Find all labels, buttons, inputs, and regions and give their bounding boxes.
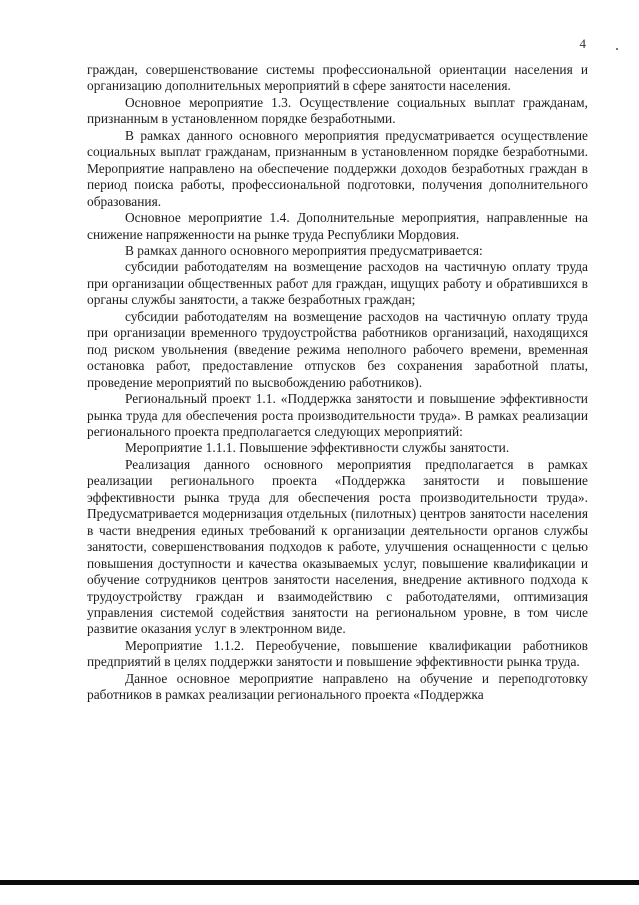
paragraph-measure-1-3-title: Основное мероприятие 1.3. Осуществление социальных выплат гражданам, признанным в установленном порядке безработными. xyxy=(87,94,588,127)
paragraph-measure-1-1-1-description: Реализация данного основного мероприятия предполагается в рамках реализации регионального проекта «Поддержка занятости и повышение эффективности рынка труда для обеспечения роста производительности труда». Предусматривается модернизация отдельных (пилотных) центров занятости населения в части внедрения единых требований к организации деятельности органов службы занятости, совершенствования подходов к работе, улучшения оснащенности с целью повышения доступности и качества оказываемых услуг, повышение квалификации и обучение сотрудников центров занятости населения, внедрение активного подхода к трудоустройству граждан и взаимодействию с работодателями, оптимизация управления системой содействия занятости на региональном уровне, в том числе развитие оказания услуг в электронном виде. xyxy=(87,456,588,637)
scan-speck xyxy=(616,48,618,50)
page-number: 4 xyxy=(579,36,586,51)
paragraph-measure-1-1-2-description: Данное основное мероприятие направлено на обучение и переподготовку работников в рамках реализации регионального проекта «Поддержка xyxy=(87,670,588,703)
document-body xyxy=(87,62,588,704)
paragraph-measure-1-1-2-title: Мероприятие 1.1.2. Переобучение, повышение квалификации работников предприятий в целях поддержки занятости и повышение эффективности рынка труда. xyxy=(87,637,588,670)
paragraph-continuation: граждан, совершенствование системы профессиональной ориентации населения и организацию дополнительных мероприятий в сфере занятости населения. xyxy=(87,62,588,94)
paragraph-measure-1-4-intro: В рамках данного основного мероприятия предусматривается: xyxy=(125,242,483,258)
paragraph-regional-project-1-1: Региональный проект 1.1. «Поддержка занятости и повышение эффективности рынка труда для обеспечения роста производительности труда». В рамках реализации регионального проекта предполагается следующих мероприятий: xyxy=(87,391,588,439)
paragraph-subsidy-temporary-employment: субсидии работодателям на возмещение расходов на частичную оплату труда при организации временного трудоустройства работников организаций, находящихся под риском увольнения (введение режима неполного рабочего времени, временная остановка работ, предоставление отпусков без сохранения заработной платы, проведение мероприятий по высвобождению работников). xyxy=(87,308,588,390)
paragraph-measure-1-4-title: Основное мероприятие 1.4. Дополнительные мероприятия, направленные на снижение напряженности на рынке труда Республики Мордовия. xyxy=(87,210,588,242)
paragraph-measure-1-3-description: В рамках данного основного мероприятия предусматривается осуществление социальных выплат гражданам, признанным в установленном порядке безработными. Мероприятие направлено на обеспечение поддержки доходов безработных граждан в период поиска работы, профессиональной подготовки, получения дополнительного образования. xyxy=(87,127,588,209)
paragraph-measure-1-1-1-title: Мероприятие 1.1.1. Повышение эффективности службы занятости. xyxy=(125,440,510,456)
scan-bottom-edge xyxy=(0,880,639,885)
paragraph-subsidy-public-works: субсидии работодателям на возмещение расходов на частичную оплату труда при организации общественных работ для граждан, ищущих работу и обратившихся в органы службы занятости, а также безработных граждан; xyxy=(87,259,588,308)
